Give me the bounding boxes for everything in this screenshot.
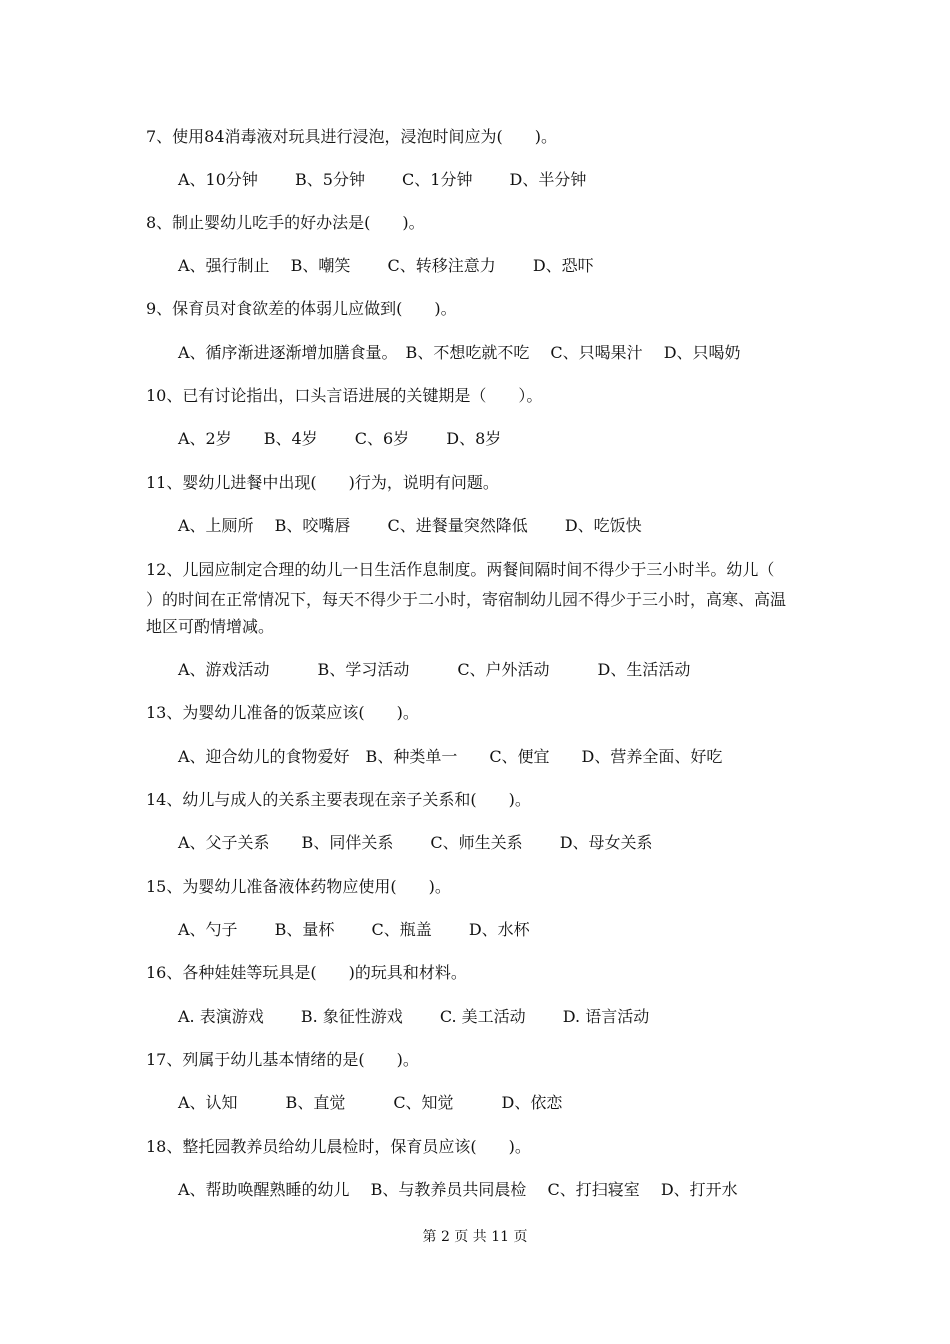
question-10-options: A、2岁 B、4岁 C、6岁 D、8岁 [178, 429, 502, 448]
question-9: 9、保育员对食欲差的体弱儿应做到( )。 [146, 299, 457, 318]
question-18-options: A、帮助唤醒熟睡的幼儿 B、与教养员共同晨检 C、打扫寝室 D、打开水 [178, 1180, 738, 1199]
question-17: 17、列属于幼儿基本情绪的是( )。 [146, 1050, 419, 1069]
question-7: 7、使用84消毒液对玩具进行浸泡，浸泡时间应为( )。 [146, 127, 558, 146]
question-13-options: A、迎合幼儿的食物爱好 B、种类单一 C、便宜 D、营养全面、好吃 [178, 747, 723, 766]
question-8: 8、制止婴幼儿吃手的好办法是( )。 [146, 213, 425, 232]
question-7-options: A、10分钟 B、5分钟 C、1分钟 D、半分钟 [178, 170, 587, 189]
question-8-options: A、强行制止 B、嘲笑 C、转移注意力 D、恐吓 [178, 256, 594, 275]
question-12-line-2: ）的时间在正常情况下，每天不得少于二小时，寄宿制幼儿园不得少于三小时，高寒、高温 [146, 590, 787, 609]
question-11: 11、婴幼儿进餐中出现( )行为，说明有问题。 [146, 473, 499, 492]
question-10: 10、已有讨论指出，口头言语进展的关键期是（ ）。 [146, 386, 543, 405]
question-9-options: A、循序渐进逐渐增加膳食量。 B、不想吃就不吃 C、只喝果汁 D、只喝奶 [178, 343, 741, 362]
question-15: 15、为婴幼儿准备液体药物应使用( )。 [146, 877, 451, 896]
question-16-options: A. 表演游戏 B. 象征性游戏 C. 美工活动 D. 语言活动 [178, 1007, 650, 1026]
question-13: 13、为婴幼儿准备的饭菜应该( )。 [146, 703, 419, 722]
page-footer: 第 2 页 共 11 页 [422, 1229, 528, 1245]
question-14-options: A、父子关系 B、同伴关系 C、师生关系 D、母女关系 [178, 833, 653, 852]
question-15-options: A、勺子 B、量杯 C、瓶盖 D、水杯 [178, 920, 530, 939]
question-11-options: A、上厕所 B、咬嘴唇 C、进餐量突然降低 D、吃饭快 [178, 516, 642, 535]
question-14: 14、幼儿与成人的关系主要表现在亲子关系和( )。 [146, 790, 531, 809]
question-12-options: A、游戏活动 B、学习活动 C、户外活动 D、生活活动 [178, 660, 691, 679]
question-16: 16、各种娃娃等玩具是( )的玩具和材料。 [146, 963, 467, 982]
question-18: 18、整托园教养员给幼儿晨检时，保育员应该( )。 [146, 1137, 531, 1156]
question-12-line-1: 12、儿园应制定合理的幼儿一日生活作息制度。两餐间隔时间不得少于三小时半。幼儿（ [146, 560, 775, 579]
question-12-line-3: 地区可酌情增减。 [146, 617, 275, 636]
question-17-options: A、认知 B、直觉 C、知觉 D、依恋 [178, 1093, 563, 1112]
